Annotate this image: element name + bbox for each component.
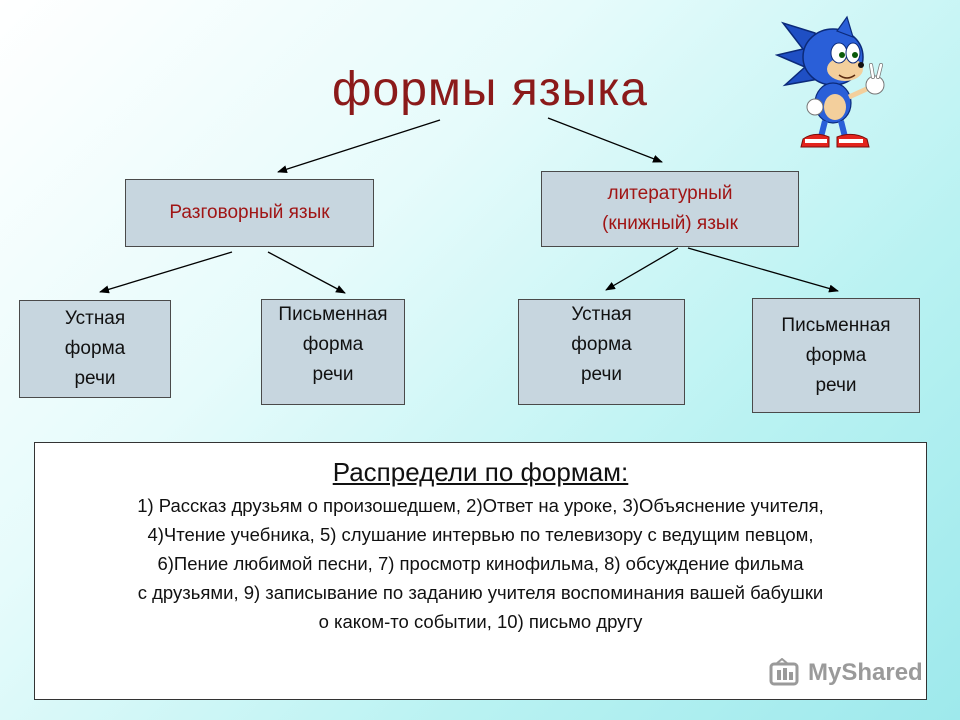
hedgehog-mascot-icon <box>775 15 900 155</box>
box-spoken-language <box>125 179 374 247</box>
box-line: литературный <box>607 183 733 204</box>
box-line: Письменная <box>278 304 388 325</box>
box-line: форма <box>302 334 364 355</box>
watermark <box>768 658 923 688</box>
diagram-title: формы языка <box>332 63 648 116</box>
task-body <box>35 491 926 636</box>
box-line: форма <box>64 338 126 359</box>
box-line: речи <box>312 364 354 385</box>
box-line: (книжный) язык <box>602 213 738 234</box>
arrow-literary-to-written <box>688 248 838 291</box>
task-line: с друзьями, 9) записывание по заданию учителя воспоминания вашей бабушки <box>137 582 824 603</box>
box-line: речи <box>815 374 857 396</box>
box-line: Письменная <box>781 314 891 336</box>
arrow-spoken-to-written <box>268 252 345 293</box>
task-line: 6)Пение любимой песни, 7) просмотр кинофильма, 8) обсуждение фильма <box>157 553 804 574</box>
box-line: речи <box>74 368 116 389</box>
task-title: Распредели по формам: <box>332 457 629 487</box>
task-line: 4)Чтение учебника, 5) слушание интервью по телевизору с ведущим певцом, <box>147 524 814 545</box>
watermark-text: MyShared <box>808 659 923 686</box>
arrow-literary-to-oral <box>606 248 678 290</box>
box-line: Устная <box>64 308 126 329</box>
myshared-logo-icon <box>768 658 802 688</box>
box-oral-speech-1 <box>19 300 171 398</box>
box-written-speech-2 <box>752 298 920 413</box>
box-line: форма <box>805 344 867 366</box>
arrow-title-to-spoken <box>278 120 440 172</box>
task-line: о каком-то событии, 10) письмо другу <box>318 611 643 632</box>
box-line: речи <box>580 364 622 385</box>
box-oral-speech-2 <box>518 299 685 405</box>
task-line: 1) Рассказ друзьям о произошедшем, 2)Ответ на уроке, 3)Объяснение учителя, <box>137 495 824 516</box>
arrow-title-to-literary <box>548 118 662 162</box>
box-line: форма <box>571 334 632 355</box>
box-written-speech-1 <box>261 299 405 405</box>
box-line: Устная <box>571 304 632 325</box>
arrow-spoken-to-oral <box>100 252 232 292</box>
box-literary-language <box>541 171 799 247</box>
box-line: Разговорный язык <box>169 202 330 223</box>
